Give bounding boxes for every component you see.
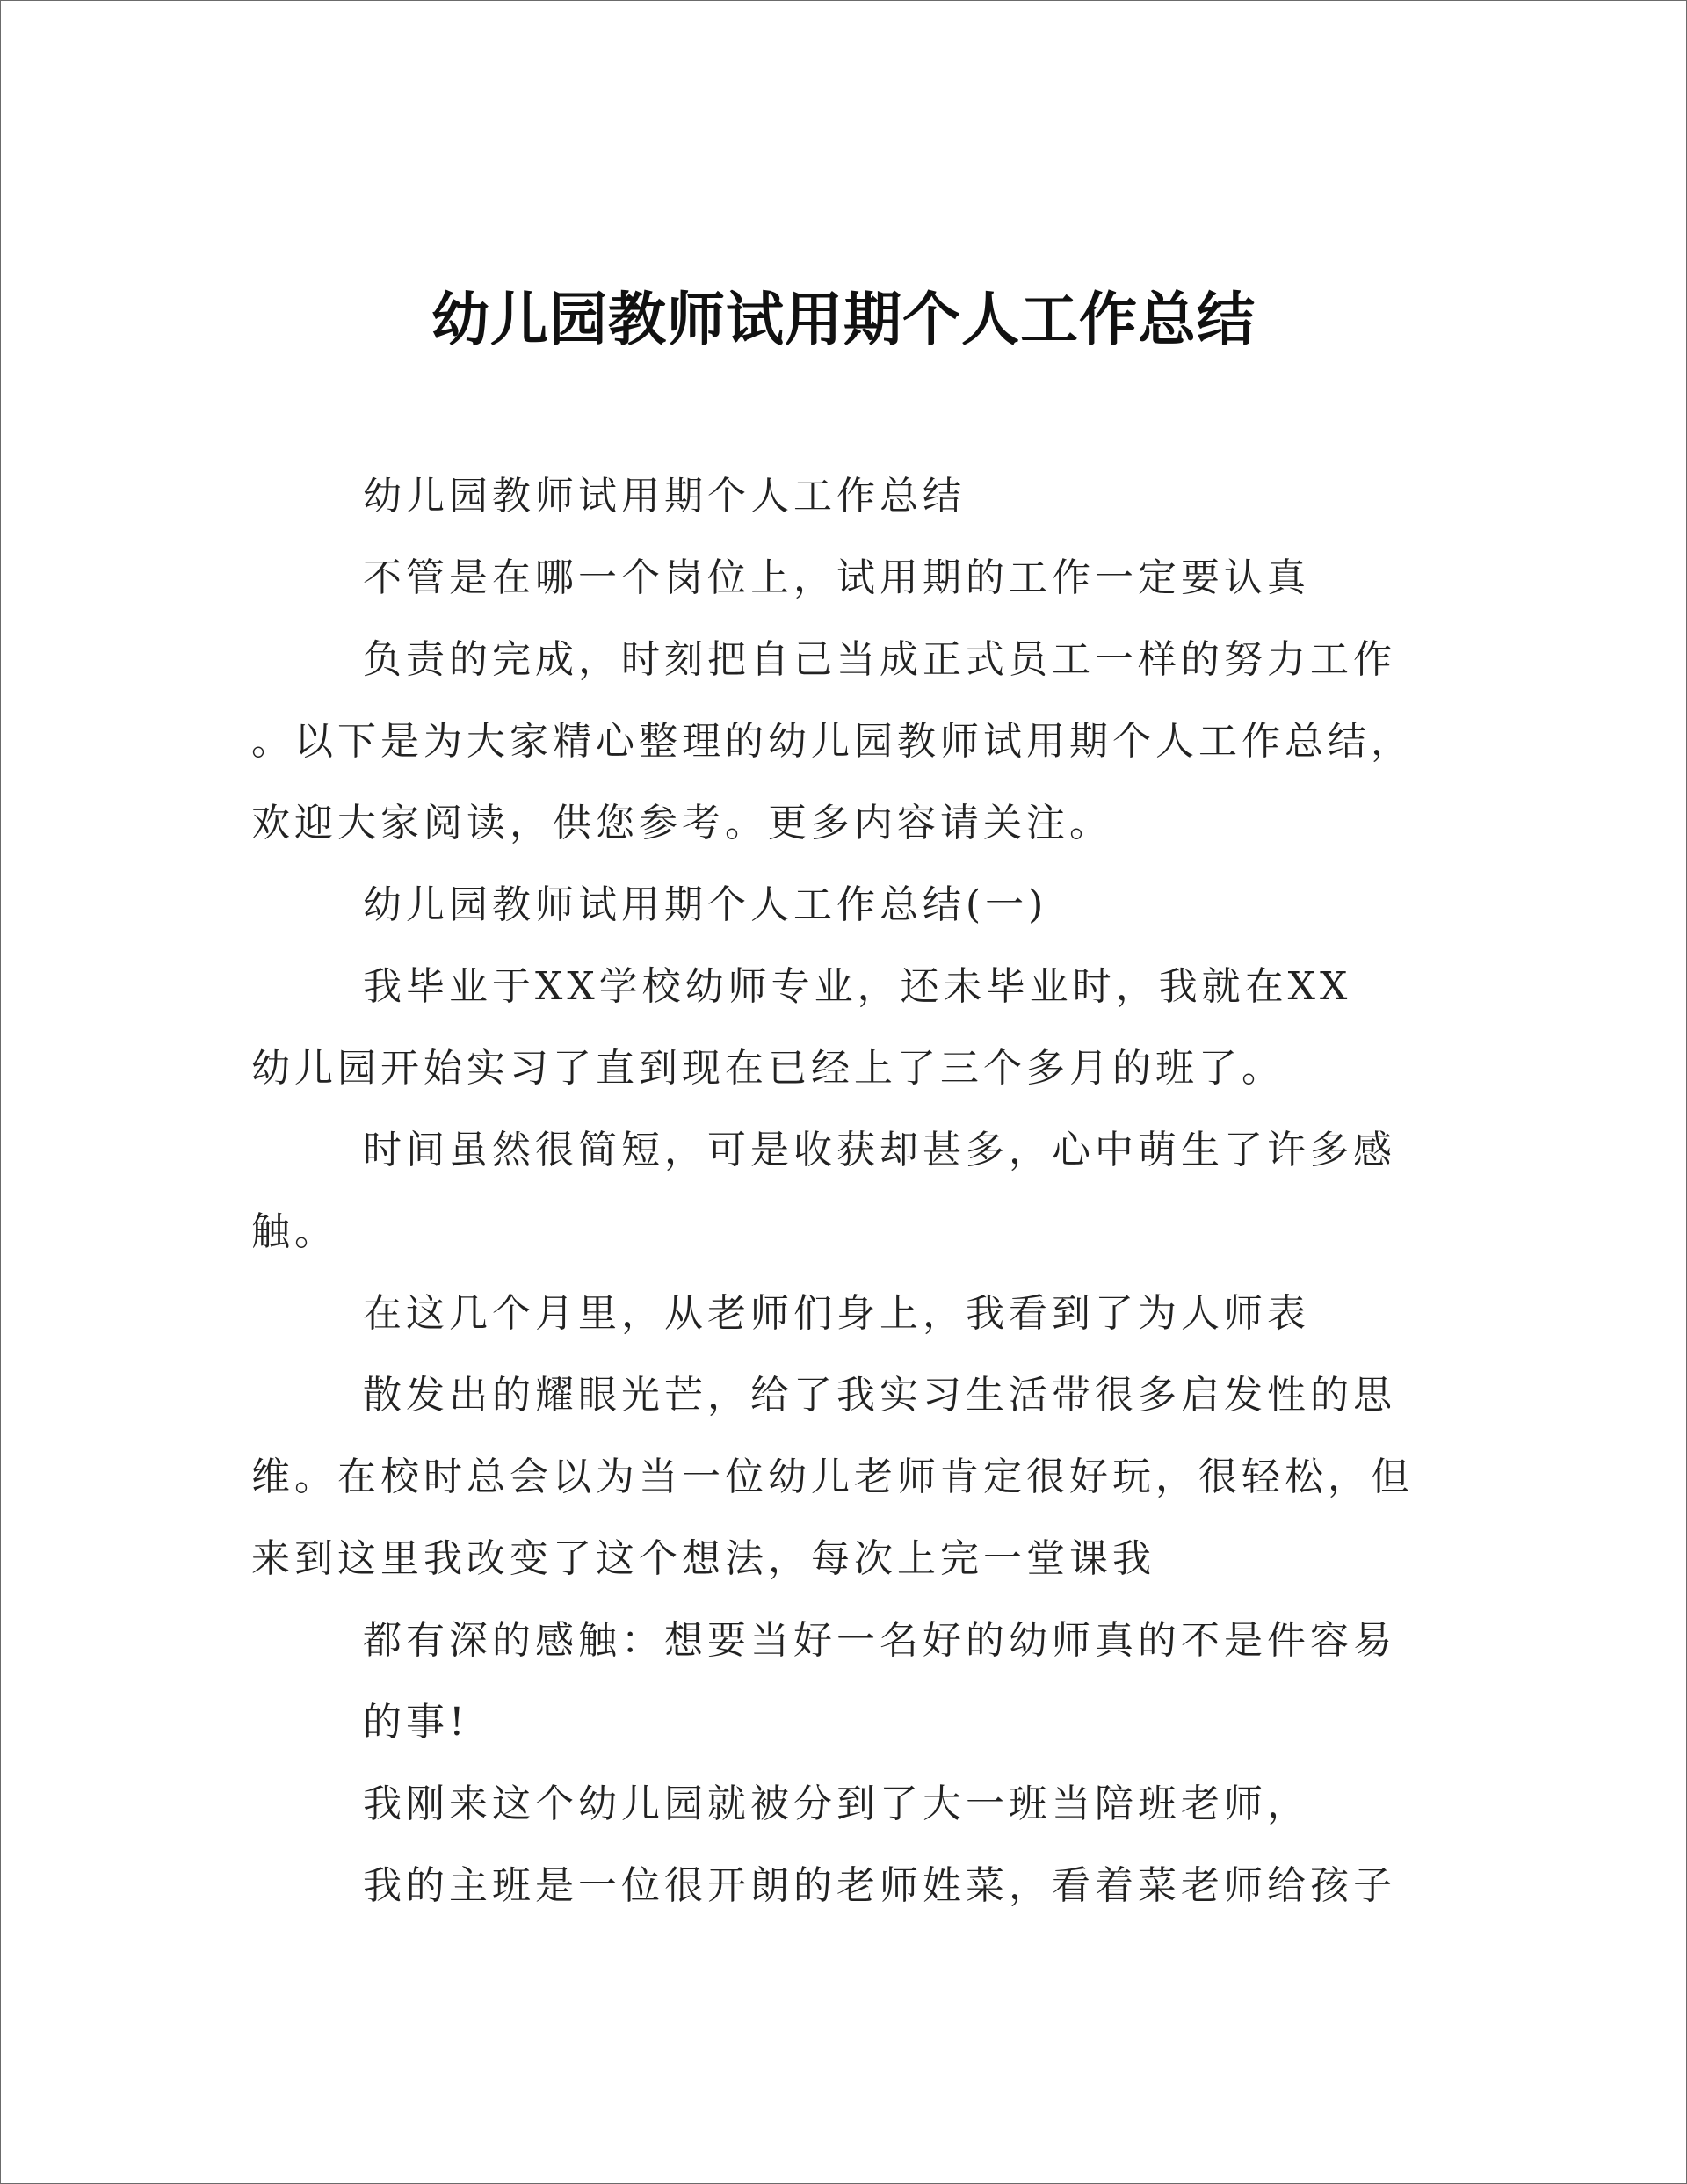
- paragraph-line: 都有深的感触：想要当好一名好的幼师真的不是件容易: [363, 1618, 1396, 1663]
- paragraph-line: 我刚来这个幼儿园就被分到了大一班当陪班老师，: [363, 1781, 1310, 1826]
- paragraph-line: 散发出的耀眼光芒，给了我实习生活带很多启发性的思: [363, 1373, 1396, 1418]
- subtitle-line: 幼儿园教师试用期个人工作总结: [363, 474, 966, 519]
- section-heading: 幼儿园教师试用期个人工作总结(一): [363, 882, 1048, 927]
- paragraph-line: 。以下是为大家精心整理的幼儿园教师试用期个人工作总结，: [251, 719, 1414, 764]
- paragraph-line: 触。: [251, 1209, 337, 1254]
- paragraph-line: 不管是在哪一个岗位上，试用期的工作一定要认真: [363, 555, 1310, 600]
- paragraph-line: 维。在校时总会以为当一位幼儿老师肯定很好玩，很轻松，但: [251, 1455, 1414, 1499]
- paragraph-line: 欢迎大家阅读，供您参考。更多内容请关注。: [251, 801, 1112, 845]
- paragraph-line: 来到这里我改变了这个想法，每次上完一堂课我: [251, 1536, 1155, 1581]
- paragraph-line: 我毕业于XX学校幼师专业，还未毕业时，我就在XX: [363, 964, 1352, 1009]
- paragraph-line: 幼儿园开始实习了直到现在已经上了三个多月的班了。: [251, 1046, 1285, 1091]
- paragraph-line: 的事!: [363, 1700, 469, 1745]
- document-title: 幼儿园教师试用期个人工作总结: [431, 286, 1256, 353]
- paragraph-line: 时间虽然很简短，可是收获却甚多，心中萌生了许多感: [363, 1128, 1396, 1172]
- paragraph-line: 在这几个月里，从老师们身上，我看到了为人师表: [363, 1291, 1310, 1336]
- paragraph-line: 负责的完成，时刻把自己当成正式员工一样的努力工作: [363, 637, 1396, 682]
- paragraph-line: 我的主班是一位很开朗的老师姓菜，看着菜老师给孩子: [363, 1863, 1396, 1908]
